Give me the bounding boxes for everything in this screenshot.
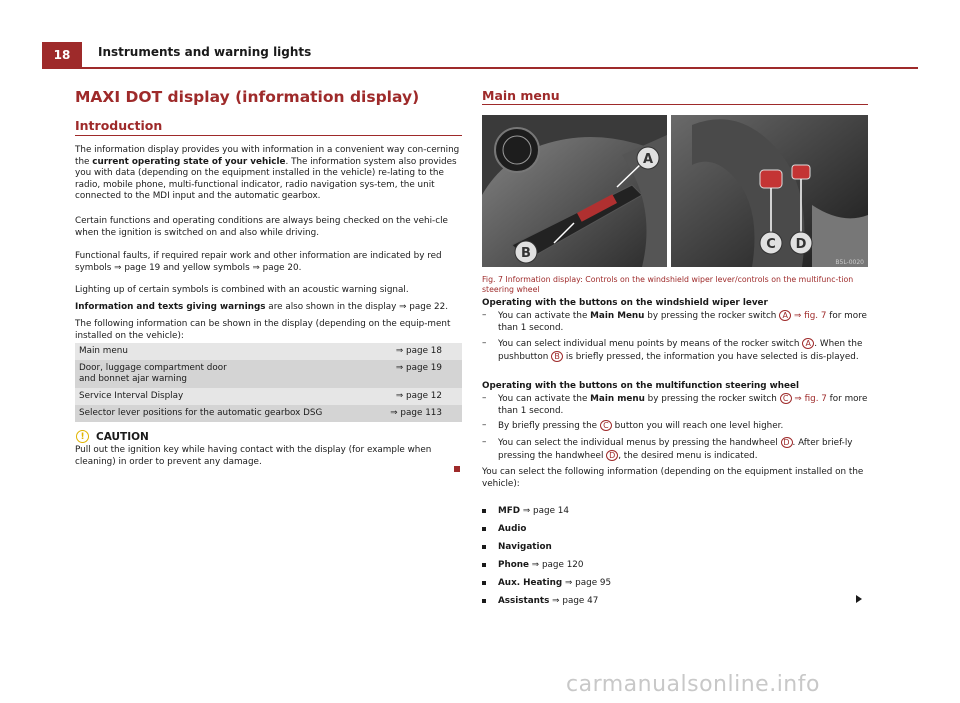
page-ref[interactable]: ⇒ page 120 bbox=[528, 560, 584, 570]
dash-marker: – bbox=[482, 420, 487, 430]
text: are also shown in the display ⇒ page 22. bbox=[265, 302, 449, 312]
text: You can activate the bbox=[498, 394, 591, 404]
bullet-icon bbox=[482, 599, 486, 603]
section-heading: Main menu bbox=[482, 88, 560, 103]
header-rule bbox=[42, 67, 918, 69]
callout-b-label: B bbox=[521, 246, 531, 261]
text: for more than 1 second. bbox=[498, 394, 868, 416]
list-item bbox=[482, 437, 868, 461]
menu-name: MFD bbox=[498, 506, 521, 516]
section-title: Instruments and warning lights bbox=[98, 45, 312, 59]
bullet-icon bbox=[482, 581, 486, 585]
list-item bbox=[482, 310, 868, 334]
bullet-icon bbox=[482, 527, 486, 531]
emphasis: Main Menu bbox=[590, 311, 645, 321]
text: , the desired menu is indicated. bbox=[618, 450, 758, 461]
list-item-text bbox=[498, 310, 868, 334]
caution-text: Pull out the ignition key while having contact with the display (for example when cleaning) in order to prevent any damage. bbox=[75, 445, 432, 467]
menu-name: Audio bbox=[498, 524, 527, 534]
list-item-text bbox=[498, 420, 868, 433]
list-item-text bbox=[498, 578, 611, 589]
controls-figure bbox=[482, 115, 868, 267]
text: by pressing the rocker switch bbox=[644, 394, 780, 404]
menu-name: Navigation bbox=[498, 542, 552, 552]
page-number: 18 bbox=[42, 42, 82, 67]
text: The information display provides you with information in a convenient way con-cerning the bbox=[75, 145, 460, 167]
figure-link[interactable]: ⇒ fig. 7 bbox=[791, 311, 827, 321]
text: is briefly pressed, the information you have selected is dis-played. bbox=[563, 351, 859, 362]
list-item-text bbox=[498, 437, 868, 462]
page-title: MAXI DOT display (information display) bbox=[75, 88, 420, 106]
dash-marker: – bbox=[482, 437, 487, 447]
list-item bbox=[482, 393, 868, 417]
table-row bbox=[75, 343, 462, 360]
heading-steering-wheel: Operating with the buttons on the multifunction steering wheel bbox=[482, 381, 799, 391]
bullet-icon bbox=[482, 563, 486, 567]
list-item-text bbox=[498, 506, 569, 517]
table-cell-item: Door, luggage compartment door and bonnet ajar warning bbox=[79, 363, 227, 384]
list-item bbox=[482, 420, 868, 432]
dash-marker: – bbox=[482, 338, 487, 348]
key-c-icon: C bbox=[780, 393, 792, 404]
dash-marker: – bbox=[482, 393, 487, 403]
subtitle: Introduction bbox=[75, 118, 163, 133]
table-cell-item: Selector lever positions for the automatic gearbox DSG bbox=[79, 408, 323, 418]
paragraph-display-info: The following information can be shown in the display (depending on the equip-ment installed on the vehicle): bbox=[75, 319, 451, 341]
table-row bbox=[75, 405, 462, 422]
text: You can activate the bbox=[498, 311, 591, 321]
table-cell-ref[interactable]: ⇒ page 12 bbox=[395, 391, 442, 401]
key-a-icon: A bbox=[802, 338, 814, 349]
list-item-text bbox=[498, 560, 584, 571]
figure-link[interactable]: ⇒ fig. 7 bbox=[791, 394, 827, 404]
list-item-text bbox=[498, 393, 868, 417]
text: You can select the individual menus by pressing the handwheel bbox=[498, 438, 781, 448]
paragraph-acoustic: Lighting up of certain symbols is combined with an acoustic warning signal. bbox=[75, 285, 409, 295]
figure-caption: Fig. 7 Information display: Controls on the windshield wiper lever/controls on the multifunc-tion steering wheel bbox=[482, 275, 854, 294]
list-item bbox=[482, 338, 868, 374]
callout-d-label: D bbox=[795, 237, 807, 252]
text: button you will reach one level higher. bbox=[611, 421, 784, 431]
page-ref[interactable]: ⇒ page 95 bbox=[562, 578, 612, 588]
info-table bbox=[75, 343, 462, 422]
watermark: carmanualsonline.info bbox=[566, 672, 820, 697]
table-cell-ref[interactable]: ⇒ page 19 bbox=[395, 363, 442, 373]
paragraph-faults: Functional faults, if required repair work and other information are indicated by red symbols ⇒ page 19 and yellow symbols ⇒ page 20. bbox=[75, 251, 442, 273]
subtitle-rule bbox=[75, 135, 462, 136]
menu-name: Phone bbox=[498, 560, 529, 570]
table-cell-ref[interactable]: ⇒ page 18 bbox=[395, 346, 442, 356]
text: . When the pushbutton bbox=[498, 339, 863, 362]
text: . After brief-ly pressing the handwheel bbox=[498, 438, 853, 461]
text: for more than 1 second. bbox=[498, 311, 867, 333]
heading-wiper-lever: Operating with the buttons on the windshield wiper lever bbox=[482, 298, 768, 308]
table-cell-item: Service Interval Display bbox=[79, 391, 184, 401]
key-b-icon: B bbox=[551, 351, 563, 362]
table-row bbox=[75, 360, 462, 388]
caution-label: CAUTION bbox=[96, 431, 149, 443]
table-cell-item: Main menu bbox=[79, 346, 128, 356]
list-item-text bbox=[498, 542, 552, 553]
figure-code: B5L-0020 bbox=[835, 259, 864, 266]
menu-name: Aux. Heating bbox=[498, 578, 563, 588]
paragraph-intro bbox=[75, 145, 462, 203]
bullet-icon bbox=[482, 545, 486, 549]
key-c-icon: C bbox=[600, 420, 612, 431]
table-row bbox=[75, 388, 462, 405]
callout-c-label: C bbox=[766, 237, 776, 252]
section-rule bbox=[482, 104, 868, 105]
emphasis: Main menu bbox=[590, 394, 645, 404]
paragraph-warnings bbox=[75, 302, 462, 314]
text: by pressing the rocker switch bbox=[644, 311, 780, 321]
callout-a-label: A bbox=[642, 152, 654, 167]
caution-icon: ! bbox=[76, 430, 89, 443]
table-cell-ref[interactable]: ⇒ page 113 bbox=[390, 408, 442, 418]
text: You can select individual menu points by means of the rocker switch bbox=[498, 339, 803, 349]
continue-arrow-icon bbox=[856, 595, 862, 603]
list-item-text bbox=[498, 338, 868, 363]
text: . The information system also provides you with data (depending on the equipment installed in the vehicle) re-lating to the radio, mobile phone, multi-functional indicator, radio navigation sys-tem, the unit connected to the MDI input and the automatic gearbox. bbox=[75, 156, 457, 202]
page-ref[interactable]: ⇒ page 47 bbox=[549, 596, 599, 606]
emphasis: Information and texts giving warnings bbox=[75, 302, 266, 312]
section-end-icon bbox=[454, 466, 460, 472]
paragraph-selectable: You can select the following information (depending on the equipment installed on the vehicle): bbox=[482, 467, 864, 489]
key-d-icon: D bbox=[606, 450, 618, 461]
key-a-icon: A bbox=[779, 310, 791, 321]
key-d-icon: D bbox=[781, 437, 793, 448]
menu-name: Assistants bbox=[498, 596, 550, 606]
list-item-text bbox=[498, 596, 598, 607]
emphasis: current operating state of your vehicle bbox=[92, 156, 286, 167]
dash-marker: – bbox=[482, 310, 487, 320]
list-item-text bbox=[498, 524, 526, 535]
paragraph-checks: Certain functions and operating conditions are always being checked on the vehi-cle when the ignition is switched on and also while driving. bbox=[75, 216, 448, 238]
text: By briefly pressing the bbox=[498, 421, 600, 431]
bullet-icon bbox=[482, 509, 486, 513]
page-ref[interactable]: ⇒ page 14 bbox=[520, 506, 570, 516]
